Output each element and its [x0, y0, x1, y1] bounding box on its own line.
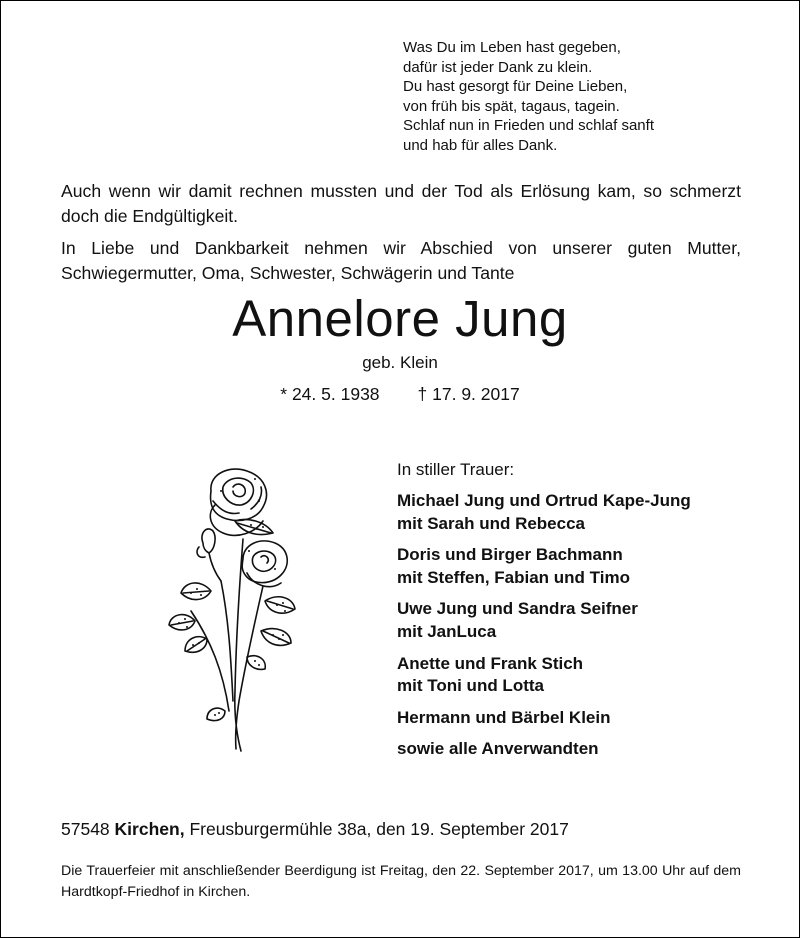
poem-line: Schlaf nun in Frieden und schlaf sanft — [403, 117, 654, 135]
poem-line: von früh bis spät, tagaus, tagein. — [403, 97, 620, 115]
rose-illustration-icon — [151, 461, 311, 761]
place-and-date — [61, 819, 569, 840]
mourner-line: Uwe Jung und Sandra Seifner — [397, 599, 638, 619]
deceased-name: Annelore Jung — [232, 290, 568, 347]
death-date: † 17. 9. 2017 — [417, 384, 520, 404]
mourner-group — [397, 490, 691, 535]
mourner-group — [397, 544, 691, 589]
mourners-heading: In stiller Trauer: — [397, 460, 515, 479]
intro-text — [61, 179, 741, 293]
mourner-line: mit Toni und Lotta — [397, 676, 544, 696]
mourner-group — [397, 707, 691, 730]
mourner-line: Doris und Birger Bachmann — [397, 545, 623, 565]
address-date: Freusburgermühle 38a, den 19. September 2017 — [189, 819, 569, 839]
mourner-group — [397, 598, 691, 643]
intro-paragraph-1: Auch wenn wir damit rechnen mussten und der Tod als Erlösung kam, so schmerzt doch die Endgültigkeit. — [61, 181, 741, 226]
mourner-line: mit JanLuca — [397, 621, 497, 641]
postal-code: 57548 — [61, 819, 110, 839]
life-dates — [1, 384, 799, 405]
mourner-line: mit Sarah und Rebecca — [397, 513, 586, 533]
mourners-list — [397, 459, 691, 770]
mourner-group — [397, 653, 691, 698]
birth-date: * 24. 5. 1938 — [280, 384, 380, 404]
mourner-group — [397, 738, 691, 761]
poem — [403, 38, 654, 156]
poem-line: Du hast gesorgt für Deine Lieben, — [403, 78, 628, 96]
mourner-line: Michael Jung und Ortrud Kape-Jung — [397, 491, 691, 510]
poem-line: und hab für alles Dank. — [403, 136, 558, 154]
city: Kirchen, — [114, 819, 185, 839]
funeral-info: Die Trauerfeier mit anschließender Beerdigung ist Freitag, den 22. September 2017, um 13.00 Uhr auf dem Hardtkopf-Friedhof in Kirchen. — [61, 863, 741, 900]
intro-paragraph-2: In Liebe und Dankbarkeit nehmen wir Abschied von unserer guten Mutter, Schwiegermutter, Oma, Schwester, Schwägerin und Tante — [61, 238, 741, 283]
mourner-line: mit Steffen, Fabian und Timo — [397, 567, 630, 587]
poem-line: Was Du im Leben hast gegeben, — [403, 39, 621, 56]
mourner-line: Hermann und Bärbel Klein — [397, 707, 611, 727]
mourner-line: sowie alle Anverwandten — [397, 739, 599, 759]
mourner-line: Anette und Frank Stich — [397, 653, 584, 673]
maiden-name: geb. Klein — [362, 353, 438, 372]
poem-line: dafür ist jeder Dank zu klein. — [403, 58, 593, 76]
